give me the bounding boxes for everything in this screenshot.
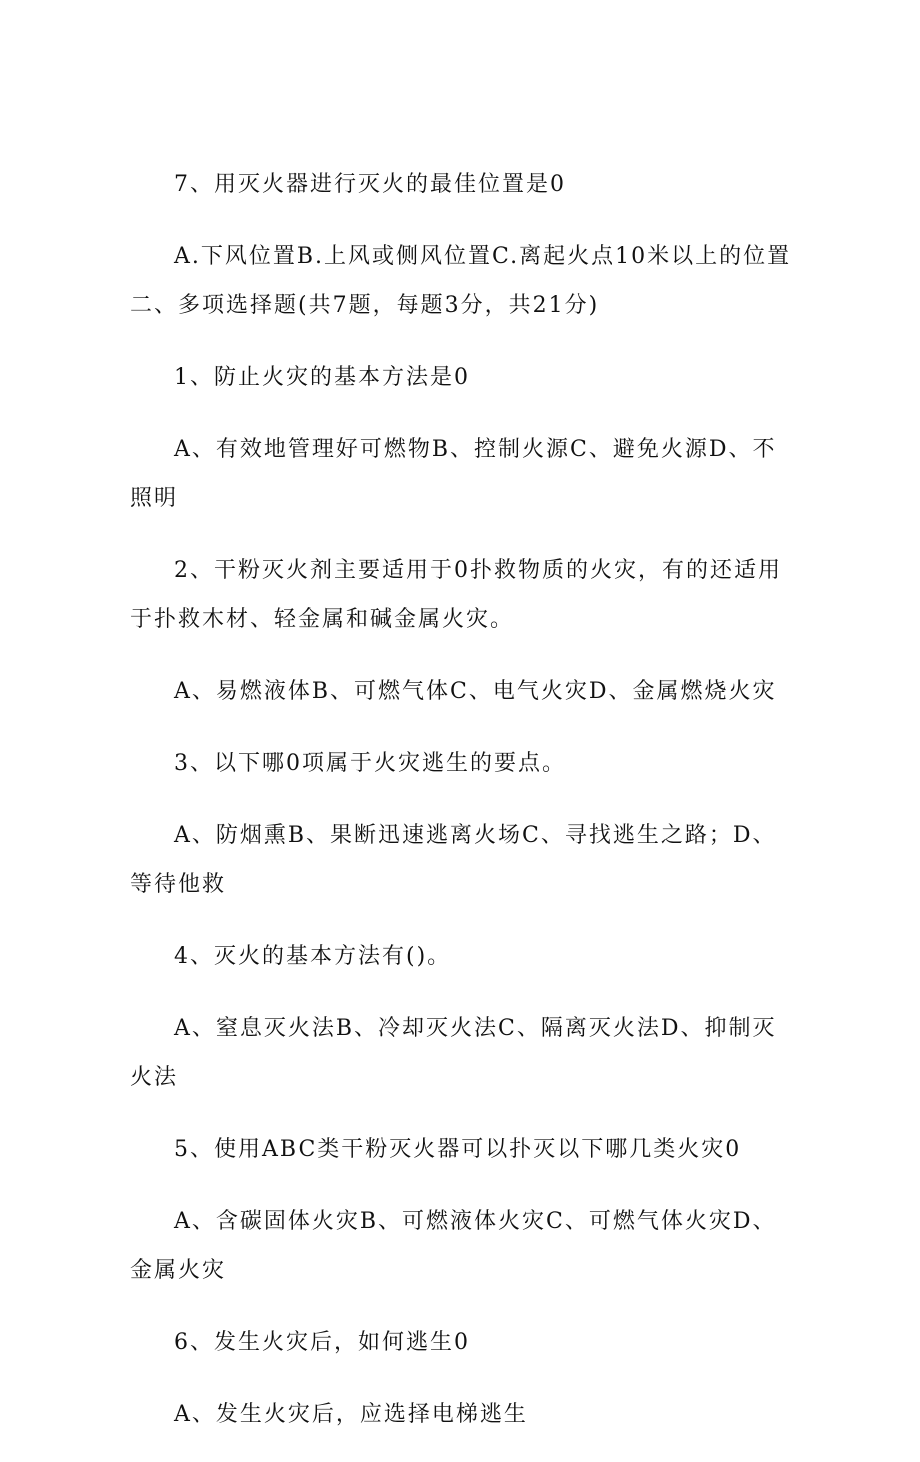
document-page — [130, 160, 800, 1462]
multi-question-5-options: A、含碳固体火灾B、可燃液体火灾C、可燃气体火灾D、金属火灾 — [130, 1209, 777, 1283]
question-7: 7、用灭火器进行灭火的最佳位置是0 — [174, 172, 566, 197]
multi-question-5: 5、使用ABC类干粉灭火器可以扑灭以下哪几类火灾0 — [174, 1137, 742, 1162]
multi-question-4: 4、灭火的基本方法有()。 — [174, 944, 452, 969]
multi-question-1: 1、防止火灾的基本方法是0 — [174, 365, 470, 390]
multi-question-3: 3、以下哪0项属于火灾逃生的要点。 — [174, 751, 566, 776]
multi-question-6-options: A、发生火灾后，应选择电梯逃生 — [174, 1402, 528, 1427]
multi-question-2-options: A、易燃液体B、可燃气体C、电气火灾D、金属燃烧火灾 — [174, 679, 777, 704]
question-7-options: A.下风位置B.上风或侧风位置C.离起火点10米以上的位置二、多项选择题(共7题，每题3分，共21分) — [130, 244, 792, 318]
multi-question-3-options: A、防烟熏B、果断迅速逃离火场C、寻找逃生之路；D、等待他救 — [130, 823, 777, 897]
multi-question-1-options: A、有效地管理好可燃物B、控制火源C、避免火源D、不照明 — [130, 437, 777, 511]
multi-question-4-options: A、窒息灭火法B、冷却灭火法C、隔离灭火法D、抑制灭火法 — [130, 1016, 777, 1090]
multi-question-6: 6、发生火灾后，如何逃生0 — [174, 1330, 470, 1355]
multi-question-2: 2、干粉灭火剂主要适用于0扑救物质的火灾，有的还适用于扑救木材、轻金属和碱金属火灾。 — [130, 558, 782, 632]
